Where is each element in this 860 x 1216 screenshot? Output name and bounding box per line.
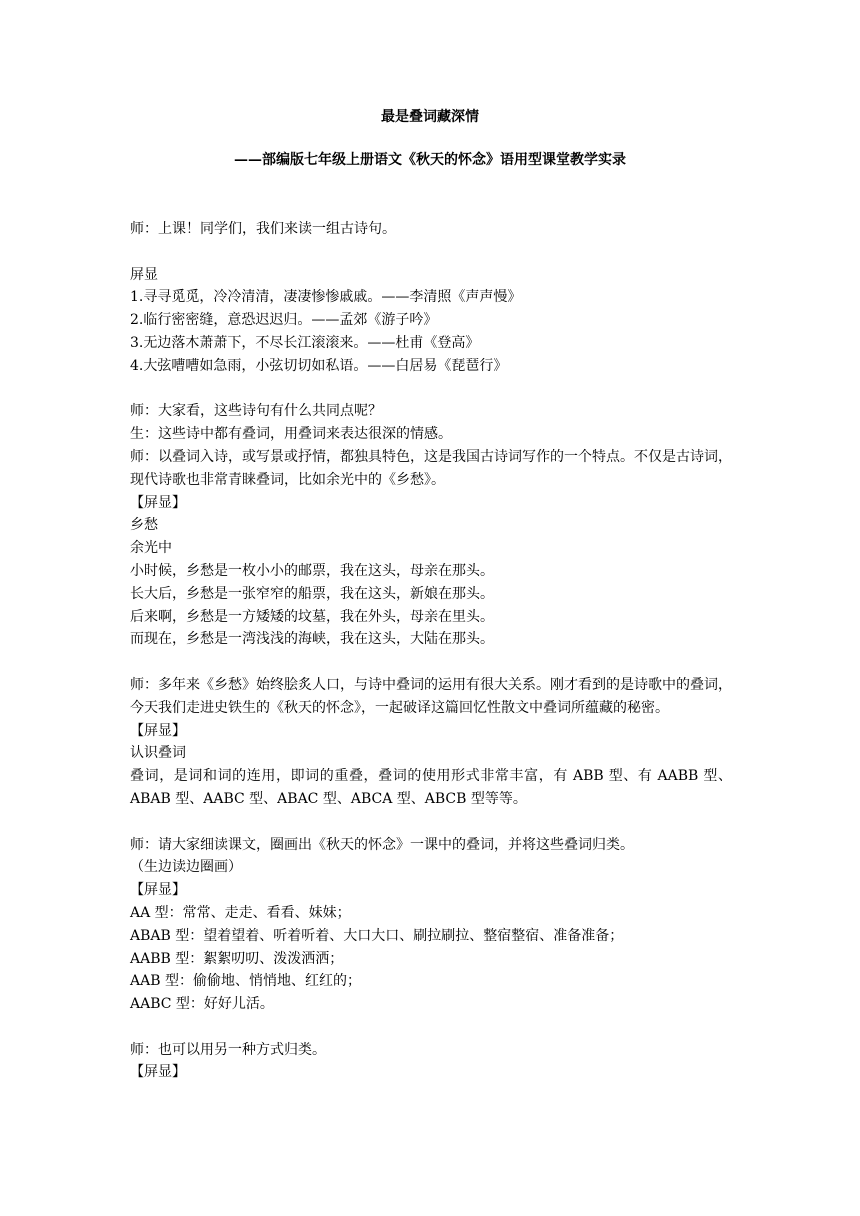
blank-line [130, 241, 732, 264]
paragraph: AAB 型：偷偷地、悄悄地、红红的； [130, 973, 361, 990]
paragraph: 3.无边落木萧萧下，不尽长江滚滚来。——杜甫《登高》 [130, 334, 480, 351]
paragraph: 师：以叠词入诗，或写景或抒情，都独具特色，这是我国古诗词写作的一个特点。不仅是古诗词，现代诗歌也非常青睐叠词，比如余光中的《乡愁》。 [130, 448, 732, 488]
blank-line [130, 651, 732, 674]
paragraph: 师：多年来《乡愁》始终脍炙人口，与诗中叠词的运用有很大关系。刚才看到的是诗歌中的叠词，今天我们走进史铁生的《秋天的怀念》，一起破译这篇回忆性散文中叠词所蕴藏的秘密。 [130, 676, 732, 716]
blank-line [130, 378, 732, 401]
paragraph: 生：这些诗中都有叠词，用叠词来表达很深的情感。 [130, 426, 452, 443]
document-title: 最是叠词藏深情 [381, 109, 479, 125]
blank-line [130, 1016, 732, 1039]
paragraph: 【屏显】 [130, 494, 186, 511]
document-body [130, 218, 732, 1084]
paragraph: 乡愁 [130, 517, 158, 534]
paragraph: 后来啊，乡愁是一方矮矮的坟墓，我在外头，母亲在里头。 [130, 608, 494, 625]
paragraph: 师：上课！同学们，我们来读一组古诗句。 [130, 221, 396, 237]
paragraph: 师：请大家细读课文，圈画出《秋天的怀念》一课中的叠词，并将这些叠词归类。 [130, 836, 634, 853]
paragraph: 1.寻寻觅觅，冷冷清清，凄凄惨惨戚戚。——李清照《声声慢》 [130, 289, 522, 306]
paragraph: 师：也可以用另一种方式归类。 [130, 1041, 326, 1058]
paragraph: 小时候，乡愁是一枚小小的邮票，我在这头，母亲在那头。 [130, 562, 494, 579]
paragraph: 【屏显】 [130, 722, 186, 739]
paragraph: 余光中 [130, 540, 172, 557]
paragraph: 4.大弦嘈嘈如急雨，小弦切切如私语。——白居易《琵琶行》 [130, 357, 508, 374]
paragraph: 长大后，乡愁是一张窄窄的船票，我在这头，新娘在那头。 [130, 585, 494, 602]
document-subtitle: ——部编版七年级上册语文《秋天的怀念》语用型课堂教学实录 [234, 152, 626, 168]
paragraph: （生边读边圈画） [130, 859, 242, 876]
paragraph: 【屏显】 [130, 1064, 186, 1081]
paragraph: AABB 型：絮絮叨叨、泼泼洒洒； [130, 950, 344, 967]
paragraph: 2.临行密密缝，意恐迟迟归。——孟郊《游子吟》 [130, 312, 438, 329]
blank-line [130, 811, 732, 834]
paragraph: AABC 型：好好儿活。 [130, 996, 274, 1013]
paragraph: 叠词，是词和词的连用，即词的重叠，叠词的使用形式非常丰富，有 ABB 型、有 AABB 型、ABAB 型、AABC 型、ABAC 型、ABCA 型、ABCB 型等等。 [130, 768, 732, 807]
paragraph: ABAB 型：望着望着、听着听着、大口大口、刷拉刷拉、整宿整宿、准备准备； [130, 927, 624, 944]
paragraph: AA 型：常常、走走、看看、妹妹； [130, 904, 351, 921]
paragraph: 而现在，乡愁是一湾浅浅的海峡，我在这头，大陆在那头。 [130, 631, 494, 648]
paragraph: 认识叠词 [130, 745, 186, 762]
paragraph: 屏显 [130, 266, 158, 283]
paragraph: 师：大家看，这些诗句有什么共同点呢？ [130, 403, 382, 420]
paragraph: 【屏显】 [130, 882, 186, 899]
